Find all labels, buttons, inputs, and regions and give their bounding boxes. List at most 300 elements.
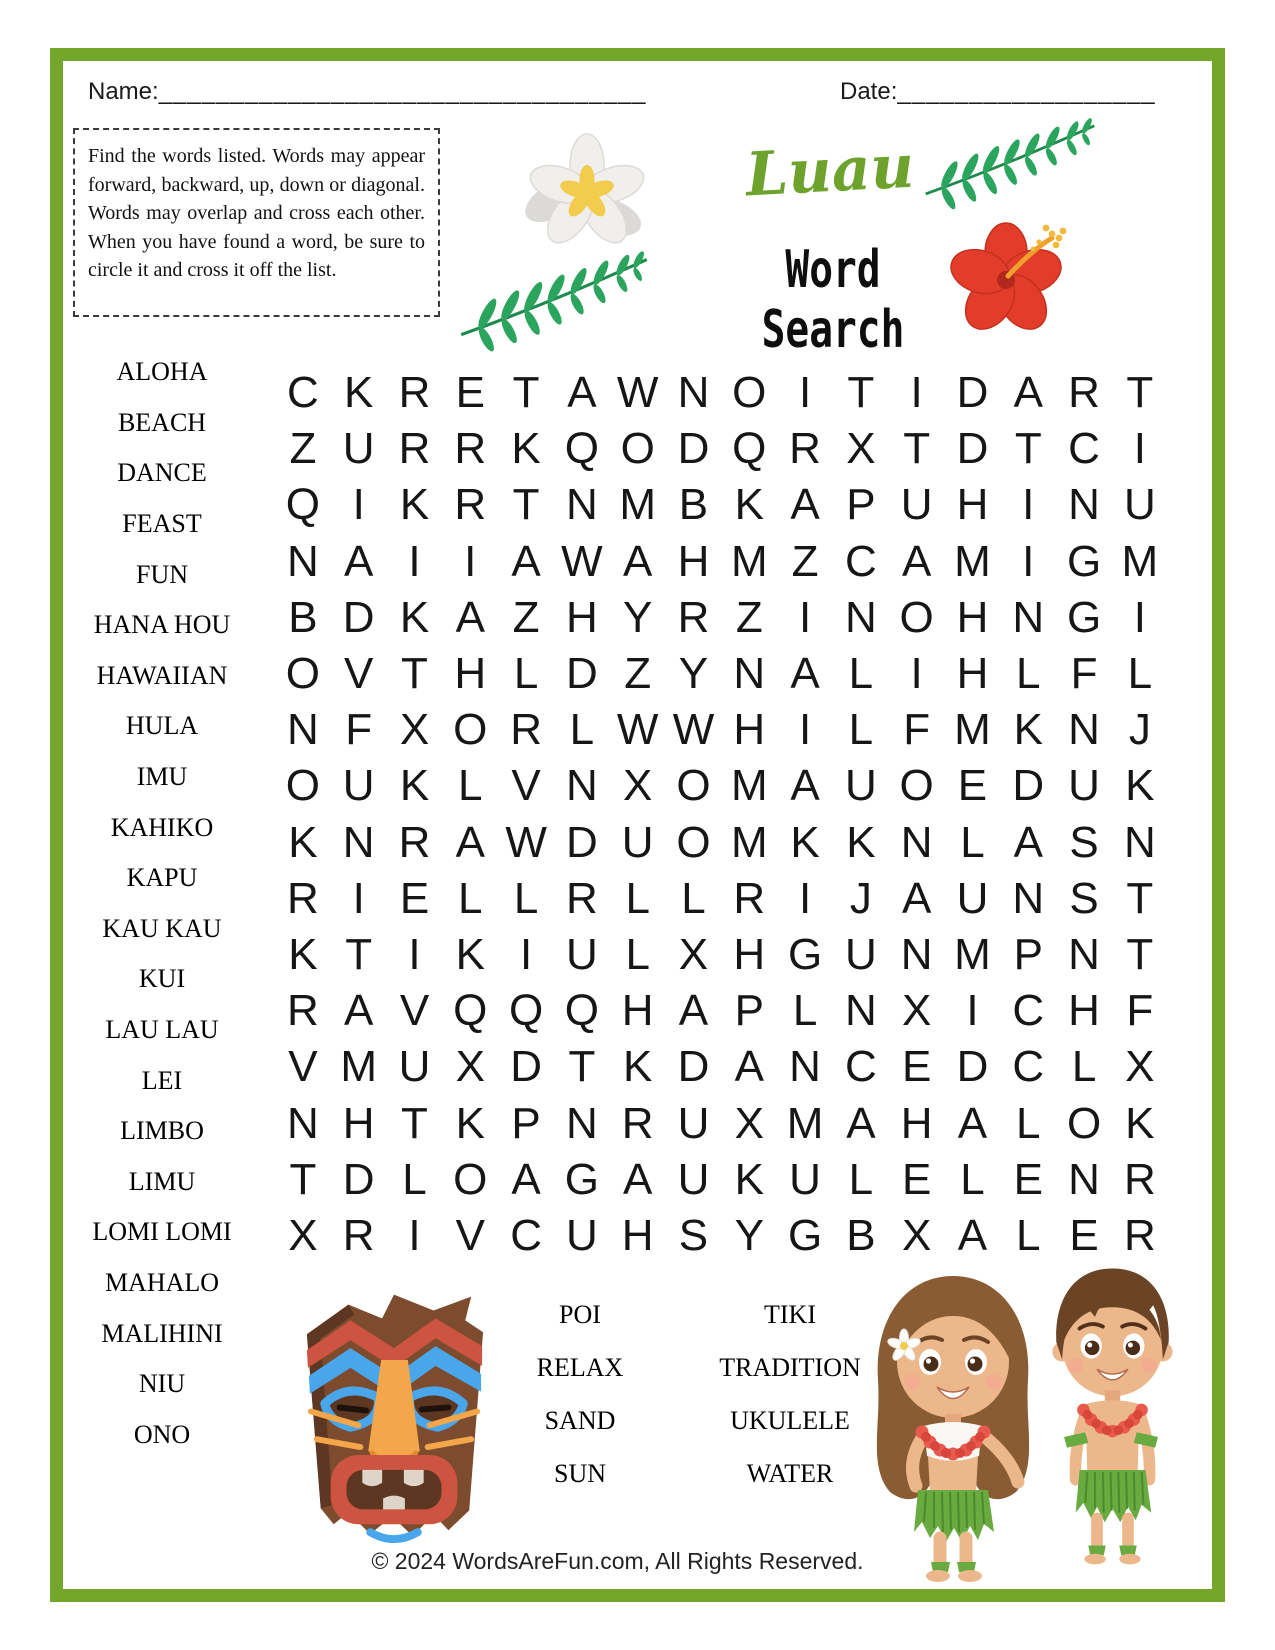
grid-letter[interactable]: O — [453, 1154, 488, 1204]
instructions-box — [73, 128, 440, 317]
grid-letter[interactable]: L — [1071, 1042, 1097, 1092]
grid-letter[interactable]: K — [846, 817, 876, 867]
grid-letter[interactable]: L — [625, 929, 650, 979]
grid-letter[interactable]: P — [734, 986, 764, 1036]
word-list-item: RELAX — [536, 1352, 624, 1382]
grid-letter[interactable]: K — [1125, 761, 1155, 811]
name-label: Name: — [88, 78, 159, 105]
grid-letter[interactable]: L — [848, 649, 874, 699]
grid-letter[interactable]: T — [903, 424, 931, 474]
grid-letter[interactable]: O — [732, 368, 767, 418]
grid-letter[interactable]: H — [621, 986, 654, 1036]
grid-letter[interactable]: C — [1012, 1042, 1045, 1092]
grid-letter[interactable]: Q — [564, 986, 599, 1036]
grid-letter[interactable]: L — [681, 873, 706, 923]
grid-letter[interactable]: R — [733, 873, 766, 923]
grid-letter[interactable]: N — [844, 592, 877, 642]
date-line: __________________ — [897, 78, 1156, 105]
grid-letter[interactable]: Q — [564, 424, 599, 474]
grid-letter[interactable]: C — [844, 536, 877, 586]
grid-letter[interactable]: X — [734, 1098, 764, 1148]
grid-letter[interactable]: X — [901, 1210, 932, 1260]
grid-letter[interactable]: A — [901, 536, 932, 586]
grid-letter[interactable]: L — [1016, 1210, 1041, 1260]
grid-letter[interactable]: H — [565, 592, 598, 642]
grid-letter[interactable]: R — [398, 817, 431, 867]
grid-letter[interactable]: B — [288, 592, 318, 642]
grid-letter[interactable]: Z — [791, 536, 819, 586]
grid-letter[interactable]: R — [454, 480, 487, 530]
grid-letter[interactable]: R — [677, 592, 710, 642]
grid-letter[interactable]: L — [960, 817, 985, 867]
word-list-item: KAHIKO — [110, 812, 214, 842]
grid-letter[interactable]: H — [454, 649, 487, 699]
grid-letter[interactable]: T — [512, 368, 540, 418]
grid-letter[interactable]: Q — [453, 986, 488, 1036]
grid-letter[interactable]: L — [402, 1154, 427, 1204]
tiki-mask-icon — [287, 1263, 500, 1550]
grid-letter[interactable]: T — [1126, 368, 1154, 418]
grid-letter[interactable]: W — [672, 705, 715, 755]
grid-letter[interactable]: E — [399, 873, 430, 923]
grid-letter[interactable]: M — [730, 817, 768, 867]
grid-letter[interactable]: A — [790, 649, 820, 699]
grid-letter[interactable]: U — [565, 1210, 598, 1260]
name-row — [88, 78, 647, 106]
word-list-item: HULA — [125, 711, 199, 741]
grid-letter[interactable]: I — [798, 592, 812, 642]
grid-letter[interactable]: G — [564, 1154, 599, 1204]
grid-letter[interactable]: W — [616, 368, 659, 418]
grid-letter[interactable]: T — [289, 1154, 317, 1204]
grid-letter[interactable]: E — [957, 761, 988, 811]
grid-letter[interactable]: D — [677, 1042, 710, 1092]
grid-letter[interactable]: N — [1068, 705, 1100, 755]
grid-letter[interactable]: G — [787, 929, 823, 979]
grid-letter[interactable]: L — [848, 1154, 874, 1204]
grid-letter[interactable]: F — [1070, 649, 1098, 699]
grid-letter[interactable]: L — [569, 705, 595, 755]
grid-letter[interactable]: A — [846, 1098, 876, 1148]
grid-letter[interactable]: I — [464, 536, 477, 586]
grid-letter[interactable]: N — [287, 1098, 319, 1148]
grid-letter[interactable]: U — [1123, 480, 1156, 530]
grid-letter[interactable]: R — [565, 873, 598, 923]
grid-letter[interactable]: A — [511, 536, 541, 586]
grid-letter[interactable]: R — [510, 705, 542, 755]
grid-letter[interactable]: C — [844, 1042, 877, 1092]
grid-letter[interactable]: P — [511, 1098, 541, 1148]
grid-letter[interactable]: N — [565, 480, 598, 530]
grid-letter[interactable]: B — [846, 1210, 876, 1260]
word-list-item: LIMBO — [120, 1116, 204, 1146]
grid-letter[interactable]: R — [398, 368, 431, 418]
grid-letter[interactable]: K — [455, 929, 485, 979]
hibiscus-flower-icon — [938, 202, 1093, 337]
grid-letter[interactable]: D — [956, 424, 989, 474]
word-list-left — [62, 347, 262, 1460]
grid-letter[interactable]: T — [401, 649, 428, 699]
grid-letter[interactable]: P — [1013, 929, 1043, 979]
grid-letter[interactable]: N — [1123, 817, 1156, 867]
grid-letter[interactable]: H — [677, 536, 710, 586]
grid-letter[interactable]: O — [1066, 1098, 1102, 1148]
grid-letter[interactable]: L — [1127, 649, 1153, 699]
grid-letter[interactable]: I — [1133, 592, 1146, 642]
grid-letter[interactable]: M — [1121, 536, 1159, 586]
grid-letter[interactable]: H — [733, 929, 766, 979]
grid-letter[interactable]: I — [798, 873, 812, 923]
grid-letter[interactable]: W — [561, 536, 603, 586]
grid-letter[interactable]: A — [623, 536, 653, 586]
grid-letter[interactable]: I — [408, 536, 421, 586]
grid-letter[interactable]: N — [342, 817, 375, 867]
word-list-item: ALOHA — [116, 357, 208, 387]
grid-letter[interactable]: F — [1126, 986, 1154, 1036]
grid-letter[interactable]: A — [1013, 817, 1043, 867]
grid-letter[interactable]: U — [1068, 761, 1100, 811]
grid-letter[interactable]: N — [287, 536, 319, 586]
grid-letter[interactable]: O — [285, 761, 321, 811]
grid-letter[interactable]: O — [676, 817, 711, 867]
grid-letter[interactable]: N — [1068, 929, 1100, 979]
grid-letter[interactable]: K — [399, 761, 430, 811]
grid-letter[interactable]: V — [288, 1042, 318, 1092]
grid-letter[interactable]: A — [567, 368, 597, 418]
grid-letter[interactable]: K — [288, 929, 318, 979]
grid-letter[interactable]: X — [623, 761, 653, 811]
grid-letter[interactable]: I — [408, 1210, 421, 1260]
grid-letter[interactable]: X — [455, 1042, 485, 1092]
grid-letter[interactable]: N — [733, 649, 766, 699]
grid-letter[interactable]: D — [1012, 761, 1045, 811]
word-list-item: TRADITION — [719, 1352, 861, 1382]
grid-letter[interactable]: A — [511, 1154, 541, 1204]
grid-letter[interactable]: A — [678, 986, 709, 1036]
grid-letter[interactable]: A — [623, 1154, 653, 1204]
grid-letter[interactable]: M — [786, 1098, 824, 1148]
grid-letter[interactable]: W — [505, 817, 547, 867]
grid-letter[interactable]: R — [1123, 1210, 1156, 1260]
grid-letter[interactable]: X — [399, 705, 430, 755]
date-row — [840, 78, 1156, 106]
grid-letter[interactable]: K — [734, 480, 764, 530]
grid-letter[interactable]: A — [344, 536, 374, 586]
word-list-item: NIU — [138, 1369, 186, 1399]
grid-letter[interactable]: U — [342, 761, 375, 811]
hula-girl-icon — [858, 1270, 1048, 1585]
grid-letter[interactable]: I — [910, 368, 923, 418]
grid-letter[interactable]: R — [1123, 1154, 1156, 1204]
plumeria-flower-icon — [505, 125, 665, 265]
grid-letter[interactable]: R — [287, 986, 319, 1036]
grid-letter[interactable]: C — [287, 368, 319, 418]
fern-leaf-icon — [455, 245, 653, 343]
grid-letter[interactable]: O — [453, 705, 488, 755]
grid-letter[interactable]: K — [1125, 1098, 1155, 1148]
grid-letter[interactable]: I — [966, 986, 979, 1036]
grid-letter[interactable]: Z — [735, 592, 763, 642]
grid-letter[interactable]: V — [511, 761, 541, 811]
grid-letter[interactable]: M — [730, 536, 768, 586]
grid-letter[interactable]: F — [903, 705, 931, 755]
grid-letter[interactable]: K — [399, 480, 430, 530]
grid-letter[interactable]: W — [616, 705, 659, 755]
grid-letter[interactable]: Z — [512, 592, 540, 642]
grid-letter[interactable]: U — [844, 761, 877, 811]
grid-letter[interactable]: J — [1128, 705, 1151, 755]
word-list-item: HAWAIIAN — [96, 660, 228, 690]
title-script: Luau — [744, 131, 916, 211]
grid-letter[interactable]: T — [1126, 873, 1154, 923]
grid-letter[interactable]: N — [1068, 480, 1100, 530]
grid-letter[interactable]: U — [621, 817, 654, 867]
grid-letter[interactable]: P — [846, 480, 876, 530]
instructions-text: Find the words listed. Words may appear forward, backward, up, down or diagonal. Words may overlap and cross each other. When you have found a word, be sure to circle it and cross it off the list. — [88, 145, 425, 281]
grid-letter[interactable]: D — [956, 368, 989, 418]
grid-letter[interactable]: C — [1012, 986, 1045, 1036]
grid-letter[interactable]: Q — [508, 986, 544, 1036]
grid-letter[interactable]: A — [790, 761, 820, 811]
grid-letter[interactable]: R — [454, 424, 487, 474]
grid-letter[interactable]: O — [285, 649, 321, 699]
grid-letter[interactable]: N — [565, 761, 598, 811]
grid-letter[interactable]: Y — [623, 592, 653, 642]
grid-letter[interactable]: N — [1012, 592, 1045, 642]
word-list-item: KAU KAU — [102, 913, 222, 943]
grid-letter[interactable]: M — [954, 929, 991, 979]
grid-letter[interactable]: I — [1133, 424, 1146, 474]
grid-letter[interactable]: V — [455, 1210, 485, 1260]
word-list-item: MAHALO — [104, 1267, 220, 1297]
grid-letter[interactable]: K — [288, 817, 318, 867]
letter-grid — [275, 365, 1168, 1264]
grid-letter[interactable]: N — [287, 705, 319, 755]
word-list-item: LEI — [141, 1065, 183, 1095]
word-list-item: BEACH — [117, 407, 207, 437]
grid-letter[interactable]: T — [1126, 929, 1154, 979]
grid-letter[interactable]: M — [619, 480, 656, 530]
grid-letter[interactable]: I — [1022, 480, 1035, 530]
grid-letter[interactable]: E — [901, 1154, 932, 1204]
grid-letter[interactable]: K — [511, 424, 541, 474]
grid-letter[interactable]: L — [1016, 1098, 1041, 1148]
grid-letter[interactable]: I — [798, 368, 812, 418]
grid-letter[interactable]: A — [790, 480, 820, 530]
grid-letter[interactable]: I — [352, 480, 365, 530]
grid-letter[interactable]: B — [678, 480, 709, 530]
grid-letter[interactable]: A — [957, 1210, 988, 1260]
grid-letter[interactable]: U — [956, 873, 989, 923]
grid-letter[interactable]: R — [1068, 368, 1100, 418]
grid-letter[interactable]: N — [565, 1098, 598, 1148]
grid-letter[interactable]: R — [621, 1098, 654, 1148]
grid-letter[interactable]: X — [678, 929, 709, 979]
grid-letter[interactable]: H — [956, 649, 989, 699]
word-list-item: KAPU — [126, 863, 198, 893]
grid-letter[interactable]: I — [352, 873, 365, 923]
grid-letter[interactable]: K — [623, 1042, 653, 1092]
grid-letter[interactable]: M — [340, 1042, 378, 1092]
hula-boy-icon — [1035, 1260, 1190, 1585]
grid-letter[interactable]: J — [849, 873, 872, 923]
grid-letter[interactable]: K — [344, 368, 374, 418]
word-list-item: TIKI — [764, 1299, 816, 1329]
grid-letter[interactable]: M — [954, 536, 991, 586]
grid-letter[interactable]: G — [1066, 536, 1102, 586]
grid-letter[interactable]: L — [848, 705, 874, 755]
grid-letter[interactable]: L — [792, 986, 818, 1036]
grid-letter[interactable]: K — [790, 817, 820, 867]
grid-letter[interactable]: E — [455, 368, 485, 418]
grid-letter[interactable]: L — [960, 1154, 985, 1204]
word-list-item: POI — [559, 1299, 601, 1329]
grid-letter[interactable]: R — [398, 424, 431, 474]
grid-letter[interactable]: D — [956, 1042, 989, 1092]
grid-letter[interactable]: C — [510, 1210, 542, 1260]
grid-letter[interactable]: R — [789, 424, 821, 474]
grid-letter[interactable]: T — [847, 368, 875, 418]
grid-letter[interactable]: O — [899, 761, 934, 811]
grid-letter[interactable]: X — [901, 986, 932, 1036]
grid-letter[interactable]: Z — [289, 424, 317, 474]
grid-letter[interactable]: K — [1013, 705, 1043, 755]
grid-letter[interactable]: D — [677, 424, 710, 474]
fern-leaf-icon — [920, 112, 1100, 202]
grid-letter[interactable]: U — [342, 424, 375, 474]
grid-letter[interactable]: X — [846, 424, 876, 474]
grid-letter[interactable]: X — [1125, 1042, 1155, 1092]
grid-letter[interactable]: A — [957, 1098, 988, 1148]
name-line: __________________________________ — [158, 78, 647, 105]
grid-letter[interactable]: T — [401, 1098, 428, 1148]
grid-letter[interactable]: U — [677, 1098, 710, 1148]
grid-letter[interactable]: Z — [624, 649, 652, 699]
grid-letter[interactable]: A — [901, 873, 932, 923]
grid-letter[interactable]: Y — [734, 1210, 764, 1260]
grid-letter[interactable]: H — [733, 705, 766, 755]
grid-letter[interactable]: H — [956, 480, 989, 530]
grid-letter[interactable]: L — [625, 873, 650, 923]
grid-letter[interactable]: A — [1013, 368, 1043, 418]
word-list-item: LAU LAU — [105, 1015, 219, 1045]
word-list-item: KUI — [138, 964, 186, 994]
grid-letter[interactable]: N — [900, 929, 933, 979]
grid-letter[interactable]: N — [844, 986, 877, 1036]
grid-letter[interactable]: U — [565, 929, 598, 979]
grid-letter[interactable]: H — [1068, 986, 1100, 1036]
grid-letter[interactable]: I — [519, 929, 533, 979]
grid-letter[interactable]: A — [734, 1042, 764, 1092]
grid-letter[interactable]: V — [344, 649, 374, 699]
grid-letter[interactable]: N — [789, 1042, 821, 1092]
grid-letter[interactable]: X — [288, 1210, 318, 1260]
grid-letter[interactable]: R — [342, 1210, 375, 1260]
word-list-item: FEAST — [122, 509, 202, 539]
grid-letter[interactable]: M — [954, 705, 991, 755]
grid-letter[interactable]: K — [734, 1154, 764, 1204]
grid-letter[interactable]: N — [1012, 873, 1045, 923]
grid-letter[interactable]: S — [1069, 873, 1099, 923]
grid-letter[interactable]: M — [730, 761, 768, 811]
page-title: Word Search — [761, 240, 905, 360]
grid-letter[interactable]: D — [565, 817, 598, 867]
grid-letter[interactable]: H — [900, 1098, 933, 1148]
word-list-item: LIMU — [128, 1166, 196, 1196]
grid-letter[interactable]: D — [565, 649, 598, 699]
grid-letter[interactable]: G — [787, 1210, 823, 1260]
grid-letter[interactable]: R — [287, 873, 319, 923]
grid-letter[interactable]: C — [1068, 424, 1100, 474]
grid-letter[interactable]: D — [342, 1154, 375, 1204]
grid-letter[interactable]: A — [344, 986, 374, 1036]
grid-letter[interactable]: H — [956, 592, 989, 642]
grid-letter[interactable]: V — [399, 986, 430, 1036]
grid-letter[interactable]: G — [1066, 592, 1102, 642]
grid-letter[interactable]: U — [900, 480, 933, 530]
grid-letter[interactable]: I — [408, 929, 421, 979]
grid-letter[interactable]: O — [676, 761, 711, 811]
grid-letter[interactable]: U — [398, 1042, 431, 1092]
grid-letter[interactable]: K — [399, 592, 430, 642]
grid-letter[interactable]: U — [789, 1154, 821, 1204]
grid-letter[interactable]: U — [677, 1154, 710, 1204]
grid-letter[interactable]: D — [342, 592, 375, 642]
grid-letter[interactable]: N — [900, 817, 933, 867]
grid-letter[interactable]: D — [510, 1042, 542, 1092]
word-list-item: IMU — [136, 762, 188, 792]
grid-letter[interactable]: S — [678, 1210, 709, 1260]
grid-letter[interactable]: Q — [732, 424, 767, 474]
grid-letter[interactable]: A — [455, 592, 485, 642]
grid-letter[interactable]: L — [458, 873, 483, 923]
grid-letter[interactable]: U — [844, 929, 877, 979]
grid-letter[interactable]: L — [513, 873, 539, 923]
grid-letter[interactable]: L — [1016, 649, 1041, 699]
grid-letter[interactable]: T — [345, 929, 373, 979]
grid-letter[interactable]: T — [1014, 424, 1042, 474]
word-list-item: WATER — [746, 1458, 834, 1488]
grid-letter[interactable]: N — [1068, 1154, 1100, 1204]
word-list-item: SAND — [544, 1405, 616, 1435]
grid-letter[interactable]: Q — [285, 480, 321, 530]
grid-letter[interactable]: F — [345, 705, 373, 755]
grid-letter[interactable]: T — [568, 1042, 596, 1092]
word-list-item: UKULELE — [730, 1405, 850, 1435]
grid-letter[interactable]: I — [798, 705, 812, 755]
grid-letter[interactable]: O — [620, 424, 655, 474]
word-list-item: DANCE — [117, 458, 207, 488]
grid-letter[interactable]: O — [899, 592, 934, 642]
word-list-item: LOMI LOMI — [92, 1217, 232, 1247]
grid-letter[interactable]: L — [458, 761, 483, 811]
grid-letter[interactable]: K — [455, 1098, 485, 1148]
grid-letter[interactable]: S — [1069, 817, 1099, 867]
grid-letter[interactable]: T — [512, 480, 540, 530]
grid-letter[interactable]: I — [910, 649, 923, 699]
grid-letter[interactable]: E — [901, 1042, 932, 1092]
grid-letter[interactable]: I — [1022, 536, 1035, 586]
grid-letter[interactable]: H — [621, 1210, 654, 1260]
grid-letter[interactable]: E — [1013, 1154, 1043, 1204]
grid-letter[interactable]: H — [342, 1098, 375, 1148]
word-list-bottom-left — [480, 1288, 680, 1500]
grid-letter[interactable]: N — [677, 368, 710, 418]
grid-letter[interactable]: L — [513, 649, 539, 699]
grid-letter[interactable]: A — [455, 817, 485, 867]
grid-letter[interactable]: E — [1069, 1210, 1099, 1260]
grid-letter[interactable]: Y — [678, 649, 709, 699]
